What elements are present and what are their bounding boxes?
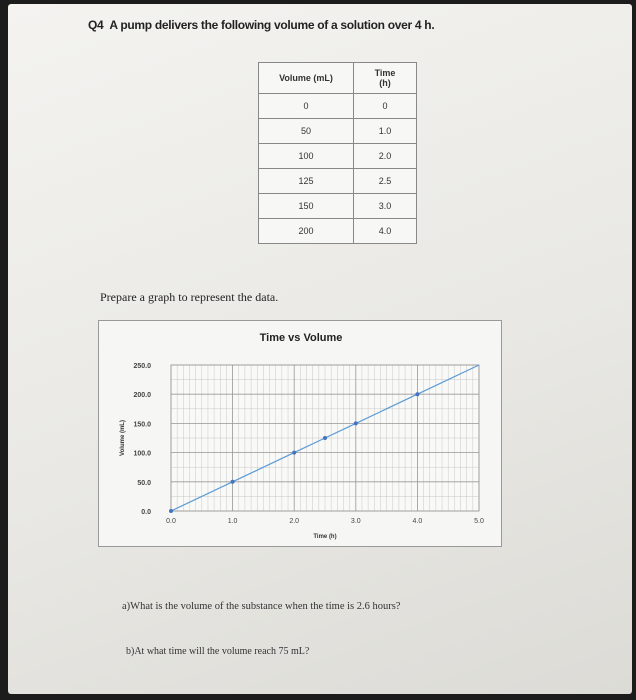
volume-cell: 50 (259, 119, 354, 144)
time-cell: 4.0 (354, 219, 417, 244)
time-header-line1: Time (374, 68, 396, 78)
x-tick-label: 2.0 (289, 518, 300, 525)
y-tick-label: 200.0 (133, 392, 151, 400)
volume-cell: 100 (259, 144, 354, 169)
volume-cell: 150 (259, 194, 354, 219)
time-cell: 2.5 (354, 169, 417, 194)
line-chart (99, 321, 501, 546)
time-header (354, 63, 417, 94)
y-tick-label: 0.0 (141, 509, 151, 516)
data-point (415, 392, 419, 396)
y-tick-label: 100.0 (133, 450, 151, 458)
y-tick-label: 250.0 (133, 363, 151, 370)
table-row (259, 119, 417, 144)
data-point (354, 421, 358, 425)
x-tick-label: 0.0 (166, 518, 176, 525)
time-cell: 3.0 (354, 194, 417, 219)
time-header-line2: (h) (379, 78, 391, 88)
x-tick-label: 5.0 (474, 518, 484, 525)
data-table (258, 62, 417, 244)
volume-cell: 200 (259, 219, 354, 244)
table-row (259, 219, 417, 244)
x-tick-label: 1.0 (227, 518, 238, 525)
volume-cell: 0 (259, 94, 354, 119)
data-point (292, 451, 296, 455)
table-header-row (259, 63, 417, 94)
y-axis-label: Volume (mL) (120, 420, 126, 456)
table-row (259, 144, 417, 169)
chart-title: Time vs Volume (259, 332, 343, 344)
data-point (169, 509, 173, 513)
volume-header: Volume (mL) (259, 63, 354, 94)
chart-frame (98, 320, 502, 547)
time-cell: 0 (354, 94, 417, 119)
data-point (323, 436, 327, 440)
table-row (259, 169, 417, 194)
table-row (259, 94, 417, 119)
volume-cell: 125 (259, 169, 354, 194)
question-heading (88, 18, 434, 32)
y-tick-label: 150.0 (133, 421, 151, 429)
x-tick-label: 4.0 (412, 518, 423, 525)
question-a: a)What is the volume of the substance when the time is 2.6 hours? (122, 601, 401, 612)
y-tick-label: 50.0 (137, 479, 151, 487)
time-cell: 2.0 (354, 144, 417, 169)
table-row (259, 194, 417, 219)
question-text: A pump delivers the following volume of a solution over 4 h. (109, 18, 435, 32)
question-b: b)At what time will the volume reach 75 mL? (126, 646, 310, 657)
time-cell: 1.0 (354, 119, 417, 144)
graph-instruction: Prepare a graph to represent the data. (100, 290, 279, 304)
question-number: Q4 (88, 18, 104, 32)
x-tick-label: 3.0 (350, 518, 361, 525)
x-axis-label: Time (h) (313, 534, 337, 540)
data-point (231, 480, 235, 484)
